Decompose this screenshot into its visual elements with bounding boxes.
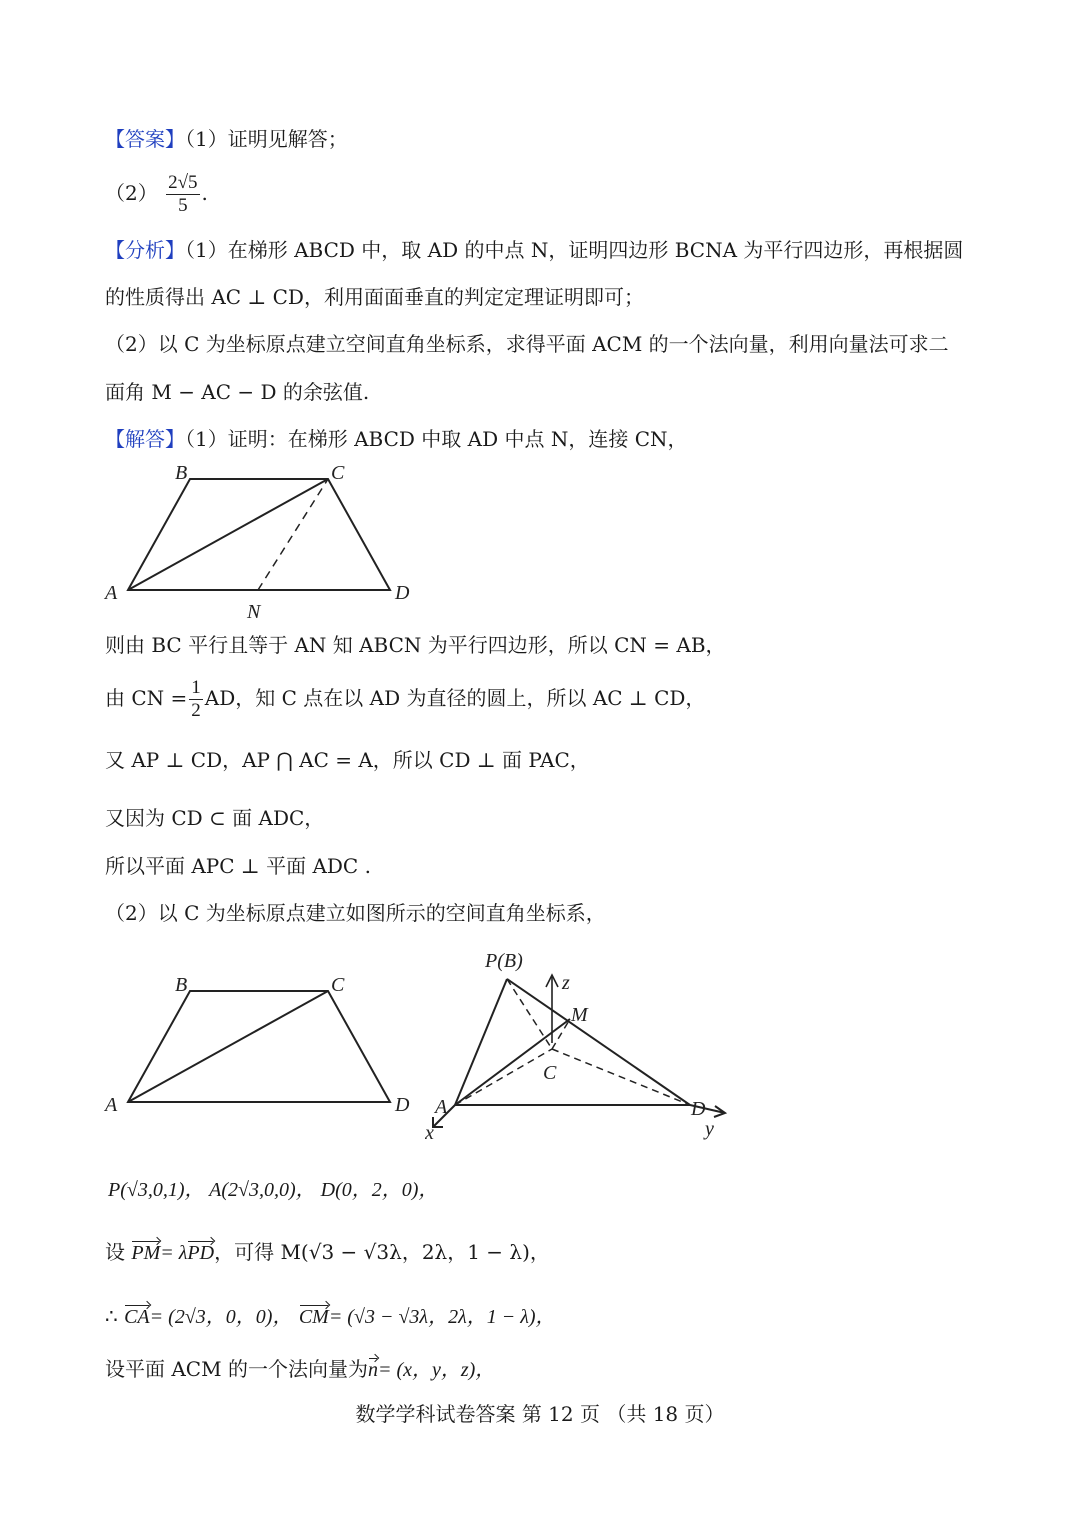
- label-x: x: [425, 1122, 434, 1144]
- dashed-ac: [455, 1049, 552, 1105]
- pm-mid: = λ: [160, 1242, 188, 1264]
- cm-value: = (√3 − √3λ，2λ，1 − λ)，: [328, 1306, 556, 1328]
- solution-tag: 【解答】: [105, 427, 185, 451]
- vector-cm: CM: [299, 1303, 329, 1331]
- answer-tag: 【答案】: [105, 127, 185, 151]
- label-D-2: D: [395, 1094, 410, 1116]
- label-A-3d: A: [435, 1096, 448, 1118]
- figure-trapezoid-2: [95, 965, 425, 1125]
- figure-trapezoid-1: [95, 455, 435, 630]
- trapezoid-2-outline: [128, 991, 390, 1102]
- label-A: A: [105, 582, 118, 604]
- therefore-symbol: ∴: [105, 1304, 118, 1328]
- label-D: D: [395, 582, 410, 604]
- label-C-3d: C: [543, 1062, 557, 1084]
- dashed-cm: [552, 1019, 570, 1049]
- label-C: C: [331, 462, 345, 484]
- cn-text: 由 CN =: [105, 686, 188, 710]
- page-footer: 数学学科试卷答案 第 12 页 （共 18 页）: [355, 1402, 725, 1426]
- vector-n: n: [368, 1356, 378, 1384]
- analysis-line-4: 面角 M − AC − D 的余弦值.: [105, 380, 370, 404]
- label-N: N: [247, 601, 261, 623]
- label-z: z: [562, 972, 570, 994]
- solution-line-2: 则由 BC 平行且等于 AN 知 ABCN 为平行四边形，所以 CN = AB，: [105, 633, 726, 657]
- analysis-line-3: （2）以 C 为坐标原点建立空间直角坐标系，求得平面 ACM 的一个法向量，利用向量法可求二: [105, 332, 949, 356]
- answer-line-1: [105, 125, 348, 153]
- solution-line-5: 又因为 CD ⊂ 面 ADC，: [105, 806, 325, 830]
- half-denominator: 2: [191, 700, 201, 721]
- coords-line: P(√3,0,1)， A(2√3,0,0)， D(0，2，0)，: [108, 1179, 439, 1201]
- half-numerator: 1: [191, 677, 201, 698]
- analysis-tag: 【分析】: [105, 238, 185, 262]
- normal-post: = (x，y，z)，: [377, 1359, 496, 1381]
- solution-line-1: [105, 425, 688, 453]
- answer-fraction: [166, 172, 199, 217]
- answer-part2-label: （2）: [105, 181, 158, 205]
- solution-intro: （1）证明：在梯形 ABCD 中取 AD 中点 N，连接 CN，: [185, 427, 688, 451]
- figure-3d-coordinates: [425, 945, 735, 1145]
- trapezoid-outline: [128, 479, 390, 590]
- edge-pd: [507, 979, 690, 1105]
- pm-line: [105, 1238, 550, 1267]
- label-P: P(B): [485, 950, 523, 972]
- fraction-denominator: 5: [178, 195, 188, 216]
- pm-post: ，可得 M(√3 − √3λ，2λ，1 − λ)，: [214, 1240, 550, 1264]
- solution-line-7: （2）以 C 为坐标原点建立如图所示的空间直角坐标系，: [105, 901, 606, 925]
- circle-text: AD，知 C 点在以 AD 为直径的圆上，所以 AC ⊥ CD，: [204, 686, 706, 710]
- label-y: y: [705, 1118, 714, 1140]
- dashed-cn: [258, 479, 328, 590]
- answer-part1: （1）证明见解答；: [185, 127, 348, 151]
- analysis-line-2: 的性质得出 AC ⊥ CD，利用面面垂直的判定定理证明即可；: [105, 285, 644, 309]
- normal-pre: 设平面 ACM 的一个法向量为: [105, 1357, 368, 1381]
- label-C-2: C: [331, 974, 345, 996]
- ca-cm-line: [105, 1302, 556, 1331]
- vector-pd: PD: [187, 1239, 214, 1267]
- analysis-line-1: [105, 236, 963, 264]
- half-fraction: [189, 677, 203, 722]
- vector-pm: PM: [131, 1239, 160, 1267]
- solution-line-6: 所以平面 APC ⊥ 平面 ADC .: [105, 854, 371, 878]
- fraction-numerator: 2√5: [168, 172, 198, 193]
- vector-ca: CA: [124, 1303, 150, 1331]
- label-M: M: [571, 1004, 588, 1026]
- answer-line-2: [105, 170, 208, 217]
- label-D-3d: D: [691, 1098, 706, 1120]
- label-B-2: B: [175, 974, 188, 996]
- ca-value: = (2√3，0，0)，: [149, 1306, 293, 1328]
- normal-line: [105, 1355, 495, 1384]
- solution-line-4: 又 AP ⊥ CD，AP ⋂ AC = A，所以 CD ⊥ 面 PAC，: [105, 748, 590, 772]
- analysis-text-1: （1）在梯形 ABCD 中，取 AD 的中点 N，证明四边形 BCNA 为平行四边形，再根据圆: [185, 238, 964, 262]
- label-A-2: A: [105, 1094, 118, 1116]
- solution-line-3: [105, 673, 705, 723]
- answer-period: .: [201, 181, 208, 205]
- label-B: B: [175, 462, 188, 484]
- pm-pre: 设: [105, 1240, 125, 1264]
